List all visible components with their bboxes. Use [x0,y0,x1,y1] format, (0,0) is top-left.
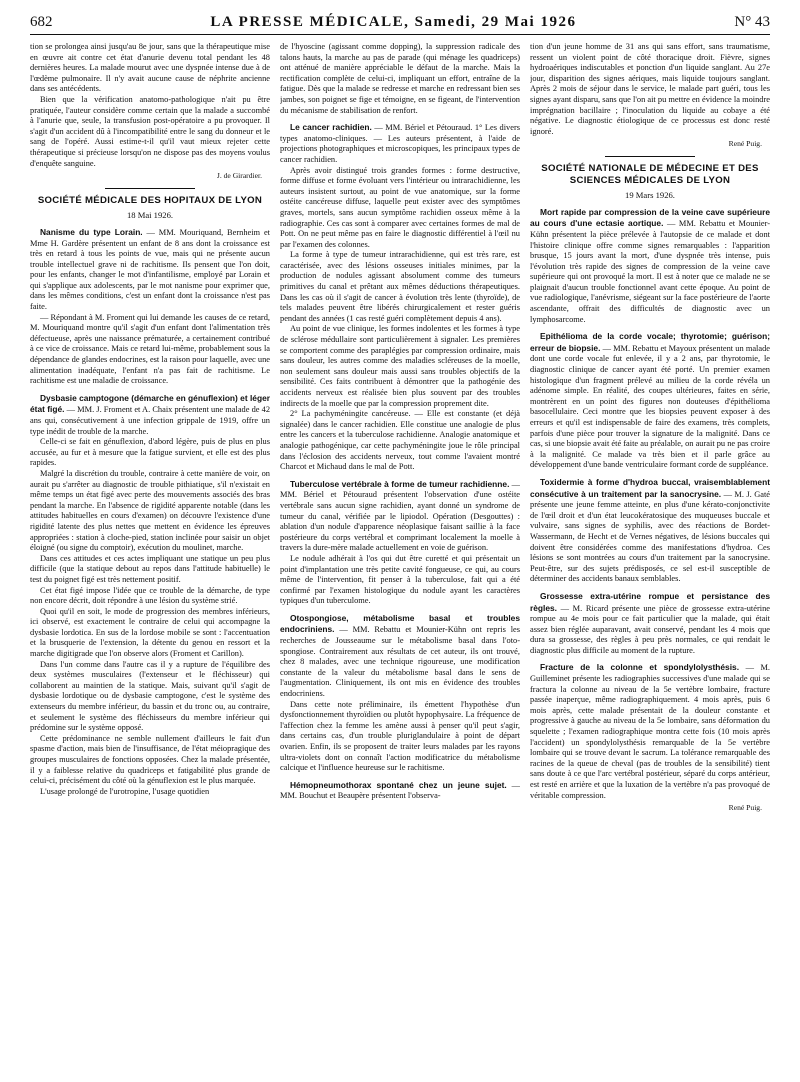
article-title: Tuberculose vertébrale à forme de tumeur rachidienne. [290,478,510,489]
paragraph: Cette prédominance ne semble nullement d'ailleurs le fait d'un spasme d'action, mais bien de l'insuffisance, de l'état méiopragique des groupes musculaires de fonctions opposées. Chez la malade présentée, il y a faiblesse relative du quadriceps et fatigabilité plus grande de celui-ci, précisément du côté où la génuflexion est le plus marquée. [30,733,270,786]
paragraph: Bien que la vérification anatomo-pathologique n'ait pu être pratiquée, l'auteur considère comme certain que la malade a succombé à l'anurie que, seule, la transfusion post-opératoire a pu provoquer. Il s'agit d'un accident dû à l'incompatibilité entre le sang du donneur et le sang de l'opéré. Aussi estime-t-il qu'il vaut mieux rejeter cette thérapeutique si précieuse lorsqu'on ne dispose pas des moyens voulus d'enquête sanguine. [30,94,270,168]
section-heading: SOCIÉTÉ NATIONALE DE MÉDECINE ET DES SCIENCES MÉDICALES DE LYON [541,162,759,186]
signature: René Puig. [728,139,762,149]
separator-rule [105,188,195,189]
article-title: Fracture de la colonne et spondylolysthésis. [540,662,740,673]
article-text: — MM. Rebattu et Mounier-Kühn ont repris les recherches de Jousseaume sur le métabolisme basal dans l'oto-spongiose. Contrairement aux résultats de cet auteur, ils ont trouvé, chez 8 malades, avec une technique rigoureuse, une modification constante de la valeur du métabolisme basal dans le sens de l'augmentation. Cliniquement, ils ont mis en évidence des troubles endocriniens. [280,625,520,699]
article-title: Hémopneumothorax spontané chez un jeune sujet. [290,779,507,790]
session-date: 19 Mars 1926. [625,190,675,201]
article [530,207,770,326]
article [280,122,520,165]
article [530,591,770,657]
paragraph: — Répondant à M. Froment qui lui demande les causes de ce retard, M. Mouriquand montre qu'il s'agit d'un enfant dont l'alimentation très défectueuse, après une naissance prématurée, a certainement contribué à ce vice de croissance. Mais ce retard lui-même, probablement sous la dépendance de glandes endocrines, est la raison pour laquelle, avec une alimentation inadéquate, l'enfant n'a pas fait de rachitisme. Le rachitisme est une maladie de croissance. [30,312,270,386]
article-text: — MM. Rebattu et Mayoux présentent un malade dont une corde vocale fut enlevée, il y a 2 ans, par thyrotomie, le diagnostic clinique de cancer ayant été porté. Un premier examen histologique d'un fragment prélevé au milieu de la corde révéla un adénome simple. En réalité, des coupes ultérieures, faites en série, montrèrent en un point des figures non douteuses d'épithélioma basocellulaire. Ceci montre que les biopsies peuvent exposer à des erreurs et qu'il est indispensable de faire des examens, très complets, parfois d'une pièce pour trouver la signature de la malignité. Dans ce cas, si une biopsie avait été faite au préalable, on aurait pu ne pas croire à la malignité. Ce malade va très bien et il parle grâce au développement d'une bande ventriculaire formant corde de suppléance. [530,343,770,470]
paragraph: Dans cette note préliminaire, ils émettent l'hypothèse d'un dysfonctionnement thyroïdien ou plutôt hypophysaire. La fréquence de l'affection chez la femme les amène aussi à penser qu'il peut s'agir, dans certains cas, d'un trouble pluriglandulaire à point de départ ovarien. Enfin, ils se proposent de traiter leurs malades par les rayons ultra-violets dont on connaît l'action modificatrice du métabolisme calcique et l'influence heureuse sur le rachitisme. [280,699,520,773]
article-text: — MM. Bériel et Pétouraud présentent l'observation d'une ostéite vertébrale sans aucun signe rachidien, ayant donné un syndrome de tumeur du canal, vérifiée par le lipiodol. Opération (Desgouttes) : ablation d'un nodule d'apparence néoplasique faisant saillie à la face postérieure du corps vertébral et comprimant localement la moelle à travers la dure-mère malade actuellement en voie de guérison. [280,479,520,553]
paragraph: de l'hyoscine (agissant comme dopping), la suppression radicale des talons hauts, la marche au pas de parade (qui ménage les quadriceps) ont atténué de manière appréciable le défaut de la marche. Mais la rectification complète de celui-ci, impliquant un effort, entraîne de la fatigue. Dès que la malade se redresse et marche en redressant bien ses jambes, son poignet se fige et témoigne, en se figeant, de l'intervention du mécanisme de stabilisation de renfort. [280,42,520,115]
page-header [30,10,770,35]
article [30,227,270,313]
article-text: — MM. Bériel et Pétouraud. 1° Les divers types anatomo-cliniques. — Les auteurs présentent, à l'aide de projections photographiques et microscopiques, les principaux types de cancer rachidien. [280,123,520,164]
article [280,613,520,700]
column-middle [280,42,520,1072]
page-number: 682 [30,13,53,30]
article [280,780,520,802]
article-text: — MM. Mouriquand, Bernheim et Mme H. Gardère présentent un enfant de 8 ans dont la croissance est très en retard à tous les points de vue, mais qui ne présente aucun trouble intellectuel grave ni de rachitisme. Ils pensent que l'on doit, pour les enfants, changer le mot d'infantilisme, employé par Lorain et qui s'applique aux adolescents, par le mot nanisme pour exprimer que, dans les mêmes conditions, c'est un enfant dont la croissance n'est pas faite. [30,227,270,312]
column-left [30,42,270,1072]
signature: J. de Girardier. [216,171,262,181]
paragraph: tion se prolongea ainsi jusqu'au 8e jour, sans que la thérapeutique mise en œuvre ait contre cet état d'anurie devenu total pendant les 48 dernières heures. La malade mourut avec une dyspnée intense due à de l'œdème pulmonaire. Il n'y avait aucune cause de néphrite ancienne dans ses antécédents. [30,42,270,94]
column-right [530,42,770,1072]
paragraph: La forme à type de tumeur intrarachidienne, qui est très rare, est caractérisée, avec des lésions osseuses initiales minimes, par la production de nodules agissant absolument comme des tumeurs primitives du canal et prêtant aux mêmes déductions thérapeutiques. Dans les cas où il s'agit de cancer à évolution très lente (thyroïde), de tels malades peuvent être libérés chirurgicalement et rester guéris pendant des années (1 cas resté guéri complètement depuis 4 ans). [280,250,520,323]
paragraph: 2° La pachyméningite cancéreuse. — Elle est constante (et déjà signalée) dans le cancer rachidien. Elle constitue une analogie de plus entre les cancers et la tuberculose rachidienne. Analogie anatomique et analogie pathogénique, car cette pachyméningite joue le rôle principal dans l'éclosion des accidents nerveux, tout comme l'avaient montré Charcot et Michaud dans le mal de Pott. [280,409,520,472]
article-text: — MM. J. Froment et A. Chaix présentent une malade de 42 ans qui, consécutivement à une infection grippale de 1919, offre un type inédit de trouble de la marche. [30,405,270,436]
article-text: — M. Ricard présente une pièce de grossesse extra-utérine rompue au 4e mois pour ce fait particulier que la malade, qui était assez bien réglée auparavant, avait conservé, pendant les 4 mois que dura sa grossesse, des règles à peu près normales, ce qui rendait le diagnostic plus difficile au moment de la rupture. [530,603,770,655]
article-title: Mort rapide par compression de la veine cave supérieure au cours d'une ectasie aortique. [530,206,770,229]
paragraph: Dans l'un comme dans l'autre cas il y a rupture de l'équilibre des deux systèmes musculaires (l'extenseur et le fléchisseur) qui collaborent au maintien de la statique. Mais, suivant qu'il s'agit de dysbasie lordotique ou de dysbasie camptogone, c'est le système des extenseurs du membre inférieur, du bassin et du tronc ou, au contraire, et seulement le système des fléchisseurs du membre inférieur qui prédomine sur le système opposé. [30,659,270,733]
paragraph: Malgré la discrétion du trouble, contraire à cette manière de voir, on aurait pu s'arrêter au diagnostic de trouble pithiatique, s'il n'existait en même temps un état figé avec perte des mouvements associés des bras pendant la marche. En l'absence de rigidité apparente notable (dans les attitudes habituelles en cours d'examen) on découvre l'existence d'une rigidité latente des plus nettes que mettent en évidence les épreuves appropriées : station à cloche-pied, station inclinée pour saisir un objet éloigné (ou signe du comptoir), exécution du moulinet, marche. [30,468,270,553]
signature: René Puig. [728,803,762,813]
article-title: Le cancer rachidien. [290,122,372,133]
article-text: — MM. Bouchut et Beaupère présentent l'observa- [280,780,520,801]
paragraph: Celle-ci se fait en génuflexion, d'abord légère, puis de plus en plus accusée, au fur et à mesure que la fatigue survient, et elle est des plus rapides. [30,437,270,468]
paragraph: Dans ces attitudes et ces actes impliquant une statique un peu plus difficile (que la statique debout au repos dans l'attitude habituelle) le test du poignet figé est très nettement positif. [30,553,270,584]
article-title: Epithélioma de la corde vocale; thyrotomie; guérison; erreur de biopsie. [530,331,770,353]
article-text: — M. J. Gaté présente une jeune femme atteinte, en plus d'une kérato-conjonctivite de l'œil droit et d'un état leucokératosique des muqueuses buccale et vulvaire, sans signes de syphilis, avec des réactions de Bordet-Wassermann, de Hecht et de Vernes négatives, de lésions buccales qui doivent être considérées comme des manifestations d'hydroa. Ces lésions se sont montrées au cours d'un traitement par la sanocrysine. Peut-être, sur des sujets prédisposés, ce sel est-il susceptible de déterminer des accidents banaux semblables. [530,489,770,584]
paragraph: L'usage prolongé de l'urotropine, l'usage quotidien [40,786,210,796]
article-title: Toxidermie à forme d'hydroa buccal, vraisemblablement consécutive à un traitement par la sanocrysine. [530,476,770,499]
article-title: Otospongiose, métabolisme basal et troubles endocriniens. [280,612,520,635]
article-title: Nanisme du type Lorain. [40,226,143,237]
article [530,477,770,585]
paragraph: Cet état figé impose l'idée que ce trouble de la démarche, de type non encore décrit, doit répondre à une lésion du système strié. [30,585,270,606]
article [530,662,770,801]
journal-title: LA PRESSE MÉDICALE, Samedi, 29 Mai 1926 [210,13,577,30]
article-title: Grossesse extra-utérine rompue et persistance des règles. [530,590,770,613]
separator-rule [605,156,695,157]
article [30,393,270,437]
paragraph: tion d'un jeune homme de 31 ans qui sans effort, sans traumatisme, ressent un violent point de côté thoracique droit. Fièvre, signes hydroaériques indiscutables et ponction d'un liquide sanglant. Au 27e jour, disparition des signes aériques, mais liquide toujours sanglant. Après 2 mois de séjour dans le service, le malade part guéri, tous les signes ayant disparu, sans que l'on ait pu mettre en évidence la moindre imprégnation bacillaire ; l'inoculation du liquide au cobaye a été négative. Le diagnostic étiologique de ce processus est donc resté ignoré. [530,42,770,136]
issue-number: N° 43 [734,13,770,30]
paragraph: Après avoir distingué trois grandes formes : forme destructive, forme diffuse et forme évoluant vers l'intérieur ou intrarachidienne, les auteurs insistent surtout, au point de vue anatomique, sur la forme ostéite cancéreuse diffuse, laquelle peut exister avec des symptômes graves, mortels, sans aucun symptôme rachidien osseux même à la radiographie. Ces cas sont à comparer avec certaines formes de mal de Pott. On ne peut même pas en faire le diagnostic différentiel à l'œil nu par l'examen des colonnes. [280,165,520,249]
article-text: — M. Guilleminet présente les radiographies successives d'une malade qui se fractura la colonne au niveau de la 5e vertèbre lombaire, fracture passée inaperçue, même radiographiquement. 4 mois après, puis 6 mois après, cette malade présentait de la douleur constante et progressive à gauche au niveau de la 5e lombaire, sans déformation du squelette ; l'examen radiographique montra cette fois (10 mois après l'accident) un spondylolysthésis remarquable de la 5e vertèbre lombaire qui se trouve devant le sacrum. La tolérance remarquable des racines de la queue de cheval (pas de troubles de la sensibilité) tient sans doute à ce que l'arc vertébral postérieur, séparé du corps antérieur, est resté en arrière et que la luxation de la vertèbre n'a pas provoqué de véritable compression. [530,663,770,800]
paragraph: Au point de vue clinique, les formes indolentes et les formes à type de sclérose médullaire sont particulièrement à signaler. Les premières se comportent comme des paraplégies par compression ordinaire, mais sans douleur, les autres comme des maladies scléreuses de la moelle, non seulement sans douleur mais aussi sans troubles objectifs de la sensibilité. Ces faits contribuent à démontrer que la pathogénie des accidents nerveux est réalisée bien plus souvent par des troubles indirects de la moelle que par la compression proprement dite. [280,324,520,408]
article [530,331,770,471]
section-heading: SOCIÉTÉ MÉDICALE DES HOPITAUX DE LYON [37,194,263,206]
article-text: — MM. Rebattu et Mounier-Kühn présentent la pièce prélevée à l'autopsie de ce malade et dont l'histoire clinique offre comme signes remarquables : l'apparition brusque, 15 jours avant la mort, d'une dyspnée très intense, puis l'évolution très rapide des signes de compression de la veine cave supérieure qui ont provoqué la mort. Il est à noter que ce malade ne se plaignait d'aucun trouble fonctionnel avant cette époque. Au point de vue radiologique, l'anévrisme, siégeant sur la face postérieure de l'aorte ascendante, offrait des difficultés de diagnostic avec un lymphosarcome. [530,219,770,324]
article-title: Dysbasie camptogone (démarche en génuflexion) et léger état figé. [30,392,270,415]
session-date: 18 Mai 1926. [126,210,174,221]
article [280,479,520,554]
paragraph: Le nodule adhérait à l'os qui dut être curetté et qui présentait un point d'implantation une très petite cavité fongueuse, ce qui, au cours même de l'intervention, fit penser à la tuberculose, fait qui a été confirmé par l'examen histologique du nodule ayant les caractères typiques d'un tuberculome. [280,553,520,606]
paragraph: Quoi qu'il en soit, le mode de progression des membres inférieurs, ici observé, est exactement le contraire de celui qui accompagne la dysbasie lordotica. En sus de la lordose mobile se sont : l'accentuation et la brusquerie de l'extension, la détente du genou en ressort et la marche digitigrade que l'on observe alors (Froment et Carillon). [30,606,270,659]
